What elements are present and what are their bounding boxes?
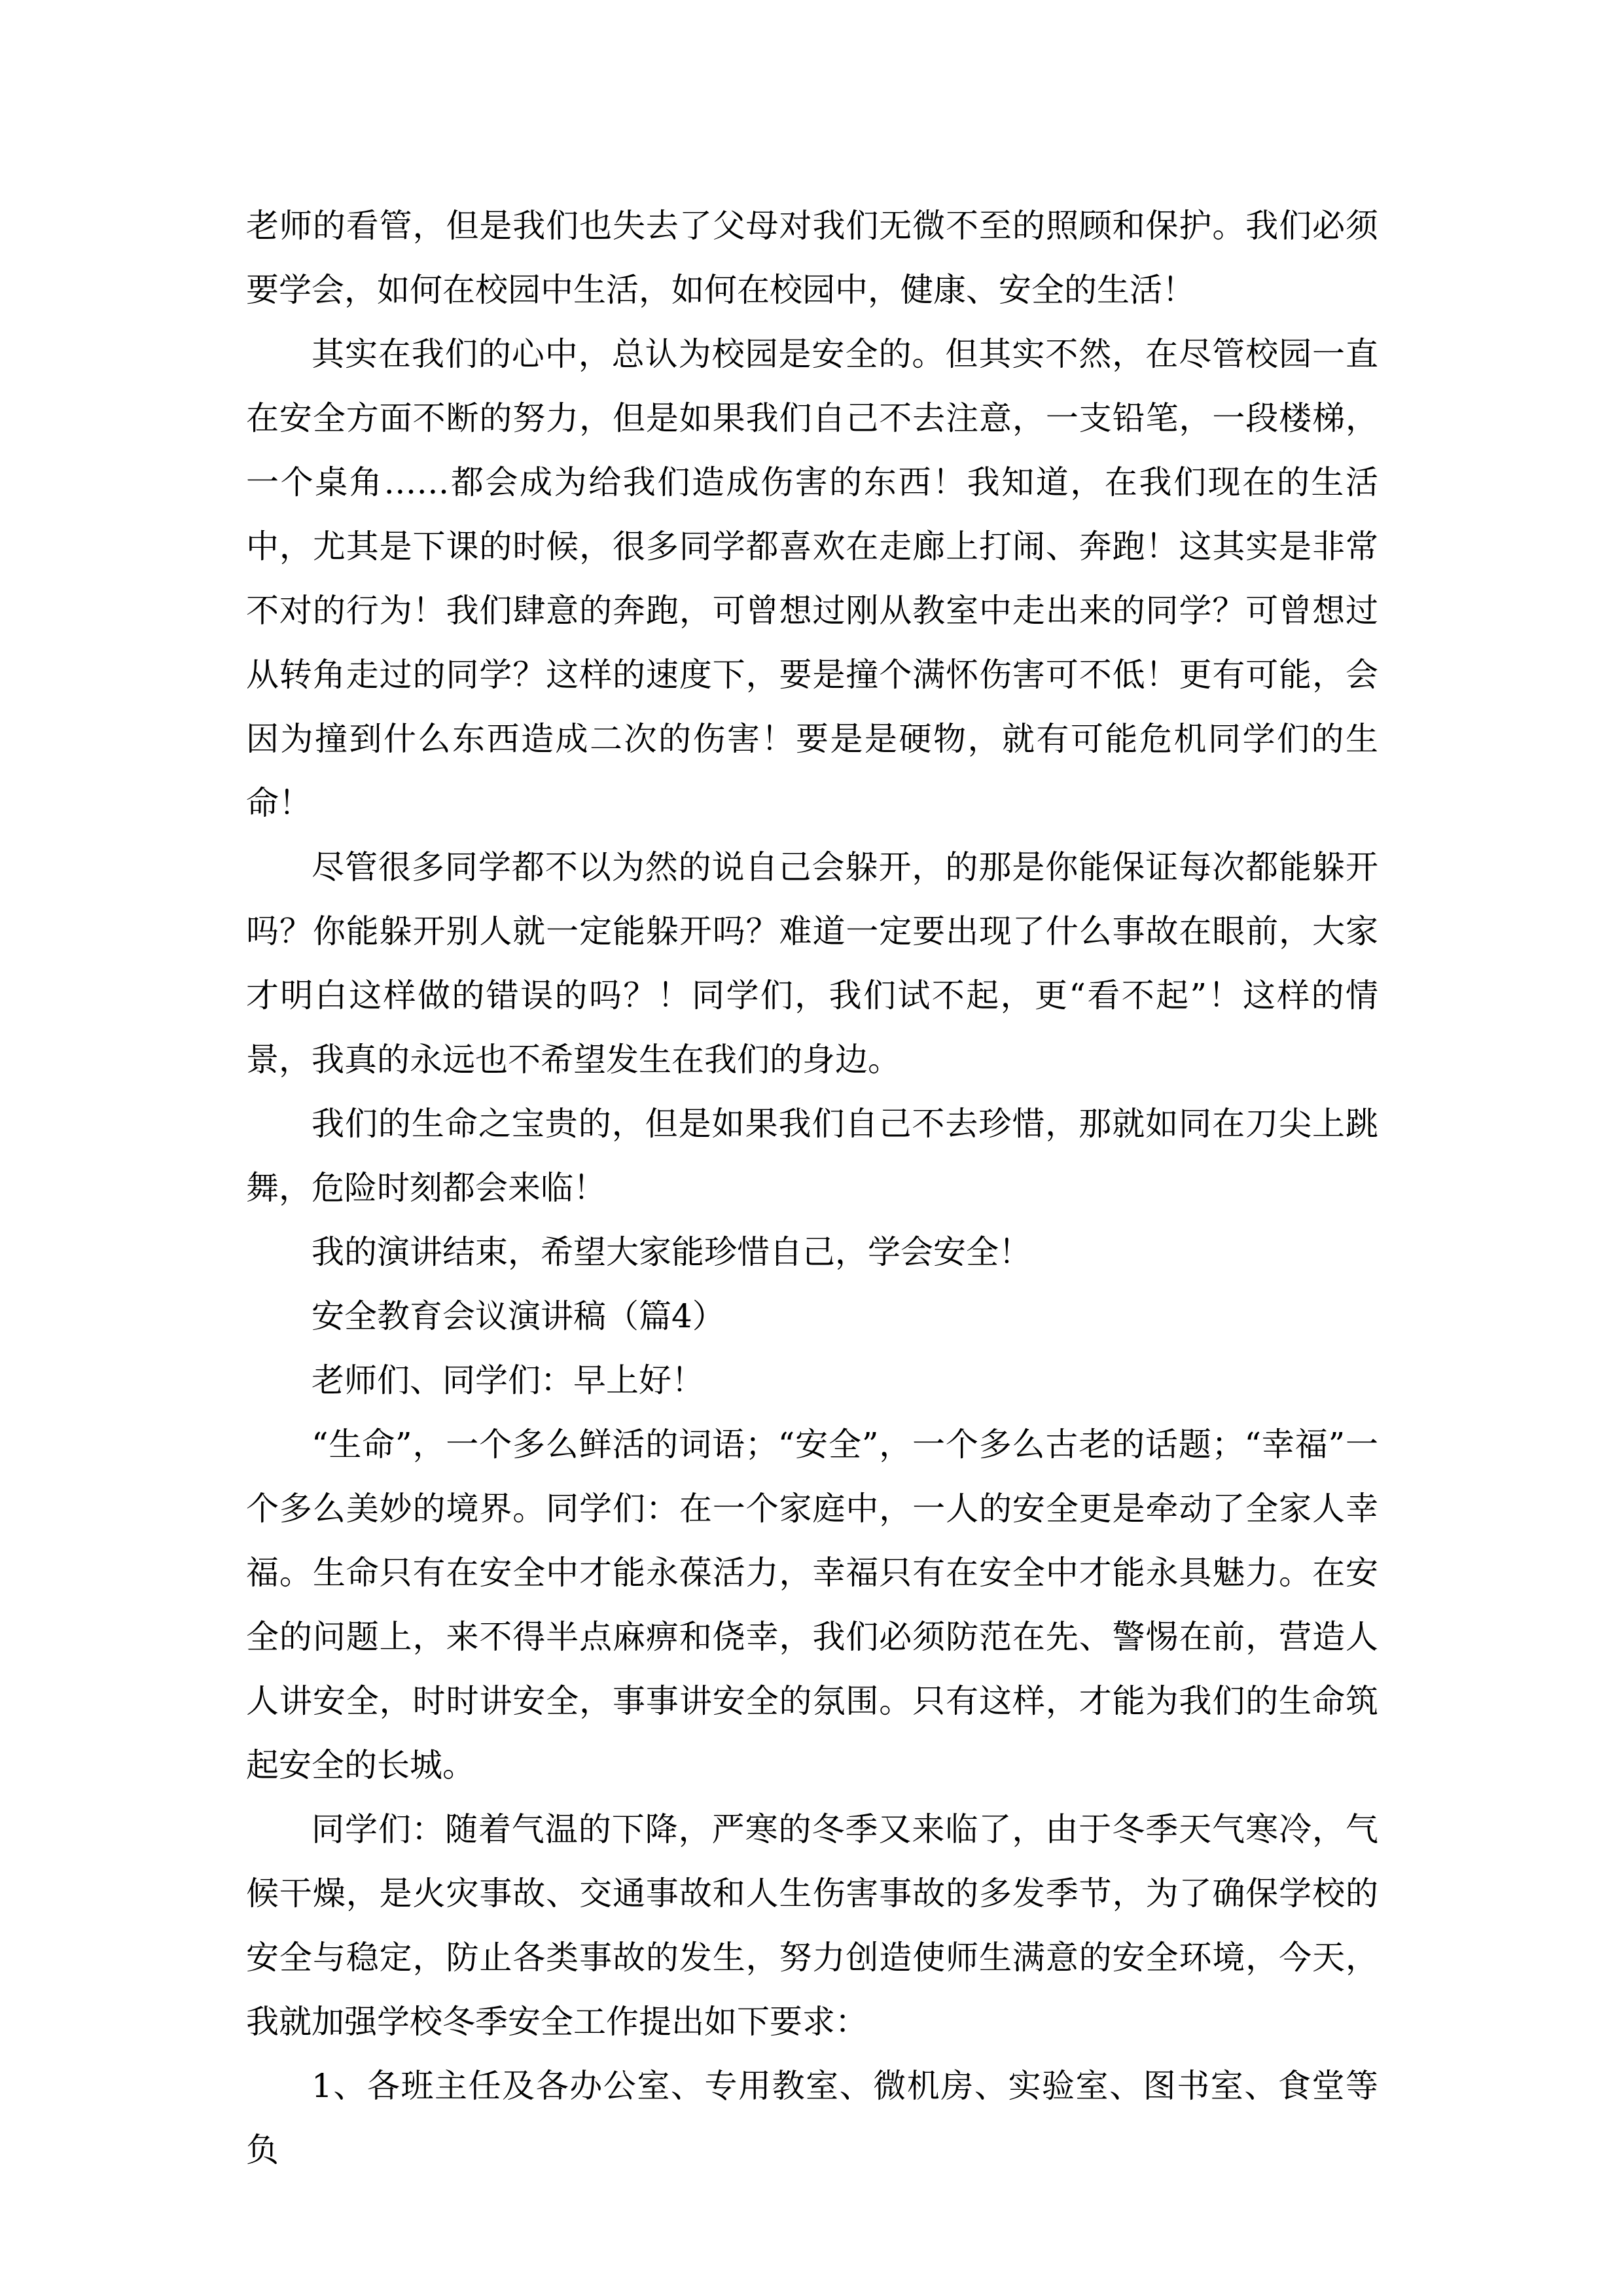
greeting: 老师们、同学们：早上好！ <box>312 1361 704 1399</box>
paragraph-campus-safety: 其实在我们的心中，总认为校园是安全的。但其实不然，在尽管校园一直在安全方面不断的努力，但是如果我们自己不去注意，一支铅笔，一段楼梯，一个桌角……都会成为给我们造成伤害的东西！我知道，在我们现在的生活中，尤其是下课的时候，很多同学都喜欢在走廊上打闹、奔跑！这其实是非常不对的行为！我们肆意的奔跑，可曾想过刚从教室中走出来的同学？可曾想过从转角走过的同学？这样的速度下，要是撞个满怀伤害可不低！更有可能，会因为撞到什么东西造成二次的伤害！要是是硬物，就有可能危机同学们的生命！ <box>246 335 1378 822</box>
paragraph-dodging: 尽管很多同学都不以为然的说自己会躲开，的那是你能保证每次都能躲开吗？你能躲开别人就一定能躲开吗？难道一定要出现了什么事故在眼前，大家才明白这样做的错误的吗？！同学们，我们试不起，更“看不起”！这样的情景，我真的永远也不希望发生在我们的身边。 <box>246 848 1378 1079</box>
paragraph-winter-safety: 同学们：随着气温的下降，严寒的冬季又来临了，由于冬季天气寒冷，气候干燥，是火灾事故、交通事故和人生伤害事故的多发季节，为了确保学校的安全与稳定，防止各类事故的发生，努力创造使师生满意的安全环境，今天，我就加强学校冬季安全工作提出如下要求： <box>246 1810 1378 2041</box>
document-body <box>246 194 1378 2182</box>
paragraph-speech-end: 我的演讲结束，希望大家能珍惜自己，学会安全！ <box>312 1233 1031 1271</box>
paragraph-continuation: 老师的看管，但是我们也失去了父母对我们无微不至的照顾和保护。我们必须要学会，如何在校园中生活，如何在校园中，健康、安全的生活！ <box>246 207 1378 309</box>
paragraph-life-precious: 我们的生命之宝贵的，但是如果我们自己不去珍惜，那就如同在刀尖上跳舞，危险时刻都会来临！ <box>246 1105 1378 1207</box>
section-title: 安全教育会议演讲稿（篇4） <box>312 1297 725 1335</box>
paragraph-life-safety-happiness: “生命”，一个多么鲜活的词语；“安全”，一个多么古老的话题；“幸福”一个多么美妙的境界。同学们：在一个家庭中，一人的安全更是牵动了全家人幸福。生命只有在安全中才能永葆活力，幸福只有在安全中才能永具魅力。在安全的问题上，来不得半点麻痹和侥幸，我们必须防范在先、警惕在前，营造人人讲安全，时时讲安全，事事讲安全的氛围。只有这样，才能为我们的生命筑起安全的长城。 <box>246 1426 1378 1784</box>
paragraph-requirement-1: 1、各班主任及各办公室、专用教室、微机房、实验室、图书室、食堂等负 <box>246 2067 1378 2169</box>
